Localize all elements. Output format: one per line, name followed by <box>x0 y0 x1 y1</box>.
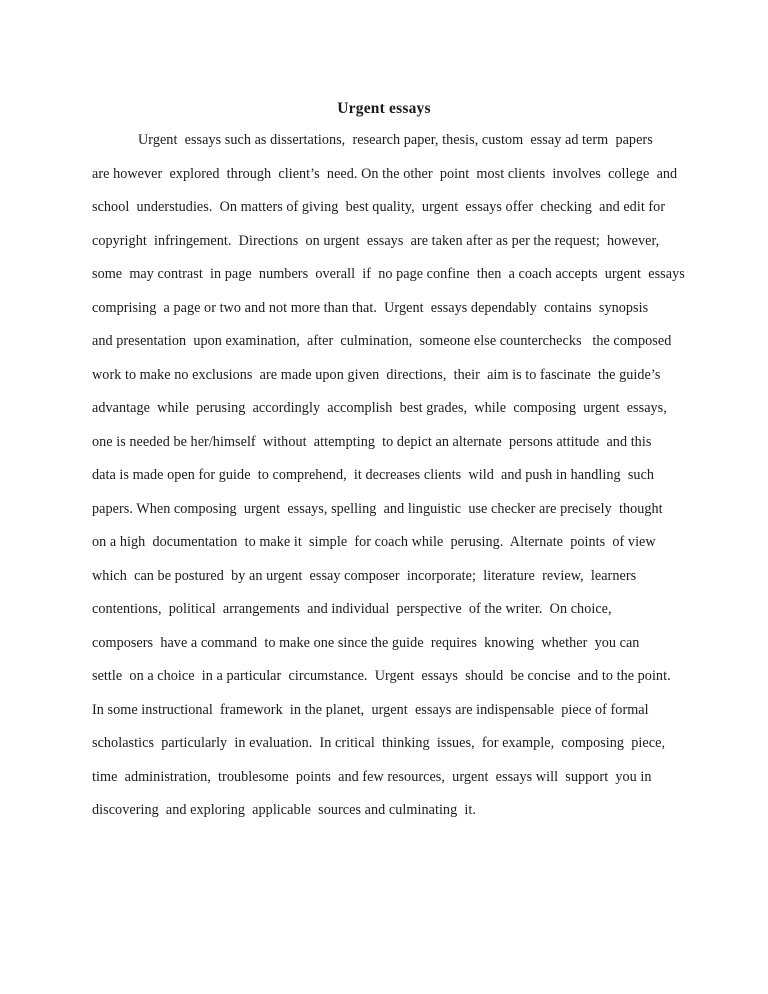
body-line: In some instructional framework in the planet, urgent essays are indispensable piece of formal <box>92 701 649 718</box>
body-line: contentions, political arrangements and individual perspective of the writer. On choice, <box>92 601 612 617</box>
body-line: and presentation upon examination, after culmination, someone else counterchecks the composed <box>92 333 672 349</box>
body-line: comprising a page or two and not more than that. Urgent essays dependably contains synopsis <box>92 299 649 316</box>
body-line: composers have a command to make one since the guide requires knowing whether you can <box>92 634 640 651</box>
body-line: work to make no exclusions are made upon given directions, their aim is to fascinate the guide’s <box>92 366 661 383</box>
page-title: Urgent essays <box>337 100 431 118</box>
body-line: advantage while perusing accordingly accomplish best grades, while composing urgent essays, <box>92 400 667 416</box>
body-line: papers. When composing urgent essays, spelling and linguistic use checker are precisely thought <box>92 500 663 517</box>
body-line: copyright infringement. Directions on urgent essays are taken after as per the request; however, <box>92 232 660 249</box>
body-line: discovering and exploring applicable sources and culminating it. <box>92 802 476 818</box>
body-line: data is made open for guide to comprehend, it decreases clients wild and push in handling such <box>92 467 655 483</box>
body-line: some may contrast in page numbers overall if no page confine then a coach accepts urgent essays <box>92 266 685 282</box>
body-line: time administration, troublesome points and few resources, urgent essays will support you in <box>92 768 652 785</box>
body-line: settle on a choice in a particular circumstance. Urgent essays should be concise and to the point. <box>92 668 671 684</box>
body-line: Urgent essays such as dissertations, research paper, thesis, custom essay ad term papers <box>138 132 653 148</box>
body-line: scholastics particularly in evaluation. In critical thinking issues, for example, composing piece, <box>92 735 666 751</box>
body-line: on a high documentation to make it simple for coach while perusing. Alternate points of view <box>92 534 656 550</box>
body-line: which can be postured by an urgent essay composer incorporate; literature review, learners <box>92 567 637 584</box>
body-line: are however explored through client’s need. On the other point most clients involves college and <box>92 165 678 182</box>
body-line: one is needed be her/himself without attempting to depict an alternate persons attitude and this <box>92 433 652 450</box>
document-body <box>92 124 692 828</box>
body-line: school understudies. On matters of giving best quality, urgent essays offer checking and edit for <box>92 199 666 215</box>
